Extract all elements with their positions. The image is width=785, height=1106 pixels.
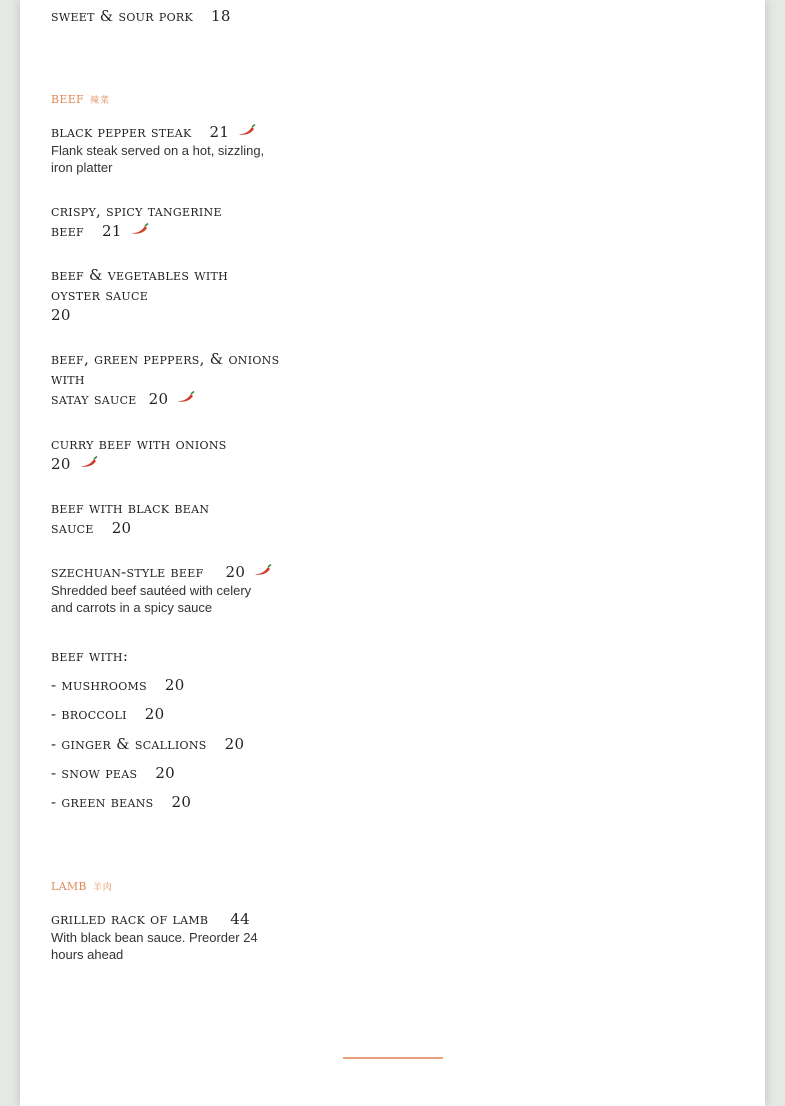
- menu-item-sweet-sour-pork: [51, 6, 311, 26]
- menu-item-szechuan-beef: [51, 562, 311, 616]
- dish-name-line: with: [51, 370, 85, 388]
- dish-price: 44: [230, 910, 250, 928]
- dish-description: Flank steak served on a hot, sizzling, iron platter: [51, 143, 265, 175]
- dish-name: sweet & sour pork: [51, 7, 194, 25]
- beef-with-option: [51, 792, 311, 812]
- dish-price: 21: [101, 222, 122, 240]
- menu-item-rack-of-lamb: [51, 909, 311, 963]
- option-name: - mushrooms: [51, 676, 147, 694]
- option-name: - ginger & scallions: [51, 735, 207, 753]
- option-price: 20: [155, 764, 175, 782]
- dish-name: black pepper steak: [51, 123, 192, 141]
- dish-name: szechuan-style beef: [51, 563, 204, 581]
- dish-name-line: beef & vegetables with: [51, 266, 229, 284]
- option-name: - snow peas: [51, 764, 138, 782]
- option-price: 20: [164, 676, 185, 694]
- section-divider: [343, 1057, 443, 1059]
- menu-item-curry-beef: [51, 434, 311, 474]
- option-price: 20: [144, 705, 165, 723]
- dish-name-line: oyster sauce: [51, 286, 149, 304]
- dish-description: With black bean sauce. Preorder 24 hours ahead: [51, 930, 258, 962]
- option-name: - broccoli: [51, 705, 127, 723]
- option-price: 20: [171, 793, 192, 811]
- dish-name: curry beef with onions: [51, 435, 227, 453]
- beef-with-option: [51, 704, 311, 724]
- section-header-lamb: [51, 875, 311, 895]
- chili-pepper-icon: [130, 222, 150, 240]
- dish-name-line: beef: [51, 222, 84, 240]
- dish-price: 20: [51, 455, 71, 473]
- chili-pepper-icon: [176, 390, 196, 408]
- dish-name: grilled rack of lamb: [51, 910, 209, 928]
- chili-pepper-icon: [253, 563, 273, 581]
- menu-item-beef-black-bean: [51, 498, 311, 538]
- dish-name-line: beef with black bean: [51, 499, 210, 517]
- beef-with-option: [51, 734, 311, 754]
- menu-page: [20, 0, 765, 1106]
- beef-with-option: [51, 763, 311, 783]
- dish-price: 20: [148, 390, 169, 408]
- menu-item-black-pepper-steak: [51, 122, 311, 176]
- dish-price: 18: [211, 7, 231, 25]
- option-price: 20: [224, 735, 245, 753]
- section-title: lamb: [51, 876, 87, 894]
- menu-item-tangerine-beef: [51, 201, 311, 241]
- option-name: - green beans: [51, 793, 154, 811]
- beef-with-option: [51, 675, 311, 695]
- section-mark: 辣菜: [89, 95, 110, 105]
- dish-price: 20: [225, 563, 246, 581]
- dish-name-line: beef, green peppers, & onions: [51, 350, 280, 368]
- dish-name-line: satay sauce: [51, 390, 137, 408]
- dish-name: beef with:: [51, 647, 129, 665]
- menu-item-beef-peppers-onions: [51, 349, 311, 409]
- menu-item-beef-with: [51, 646, 311, 812]
- chili-pepper-icon: [79, 455, 99, 473]
- dish-name-line: crispy, spicy tangerine: [51, 202, 222, 220]
- chili-pepper-icon: [237, 123, 257, 141]
- menu-item-beef-vegetables: [51, 265, 311, 325]
- section-title: beef: [51, 89, 84, 107]
- dish-price: 21: [209, 123, 230, 141]
- dish-price: 20: [51, 306, 71, 324]
- section-header-beef: [51, 88, 311, 108]
- section-mark: 羊肉: [92, 882, 113, 892]
- dish-name-line: sauce: [51, 519, 94, 537]
- dish-price: 20: [111, 519, 132, 537]
- dish-description: Shredded beef sautéed with celery and carrots in a spicy sauce: [51, 583, 252, 615]
